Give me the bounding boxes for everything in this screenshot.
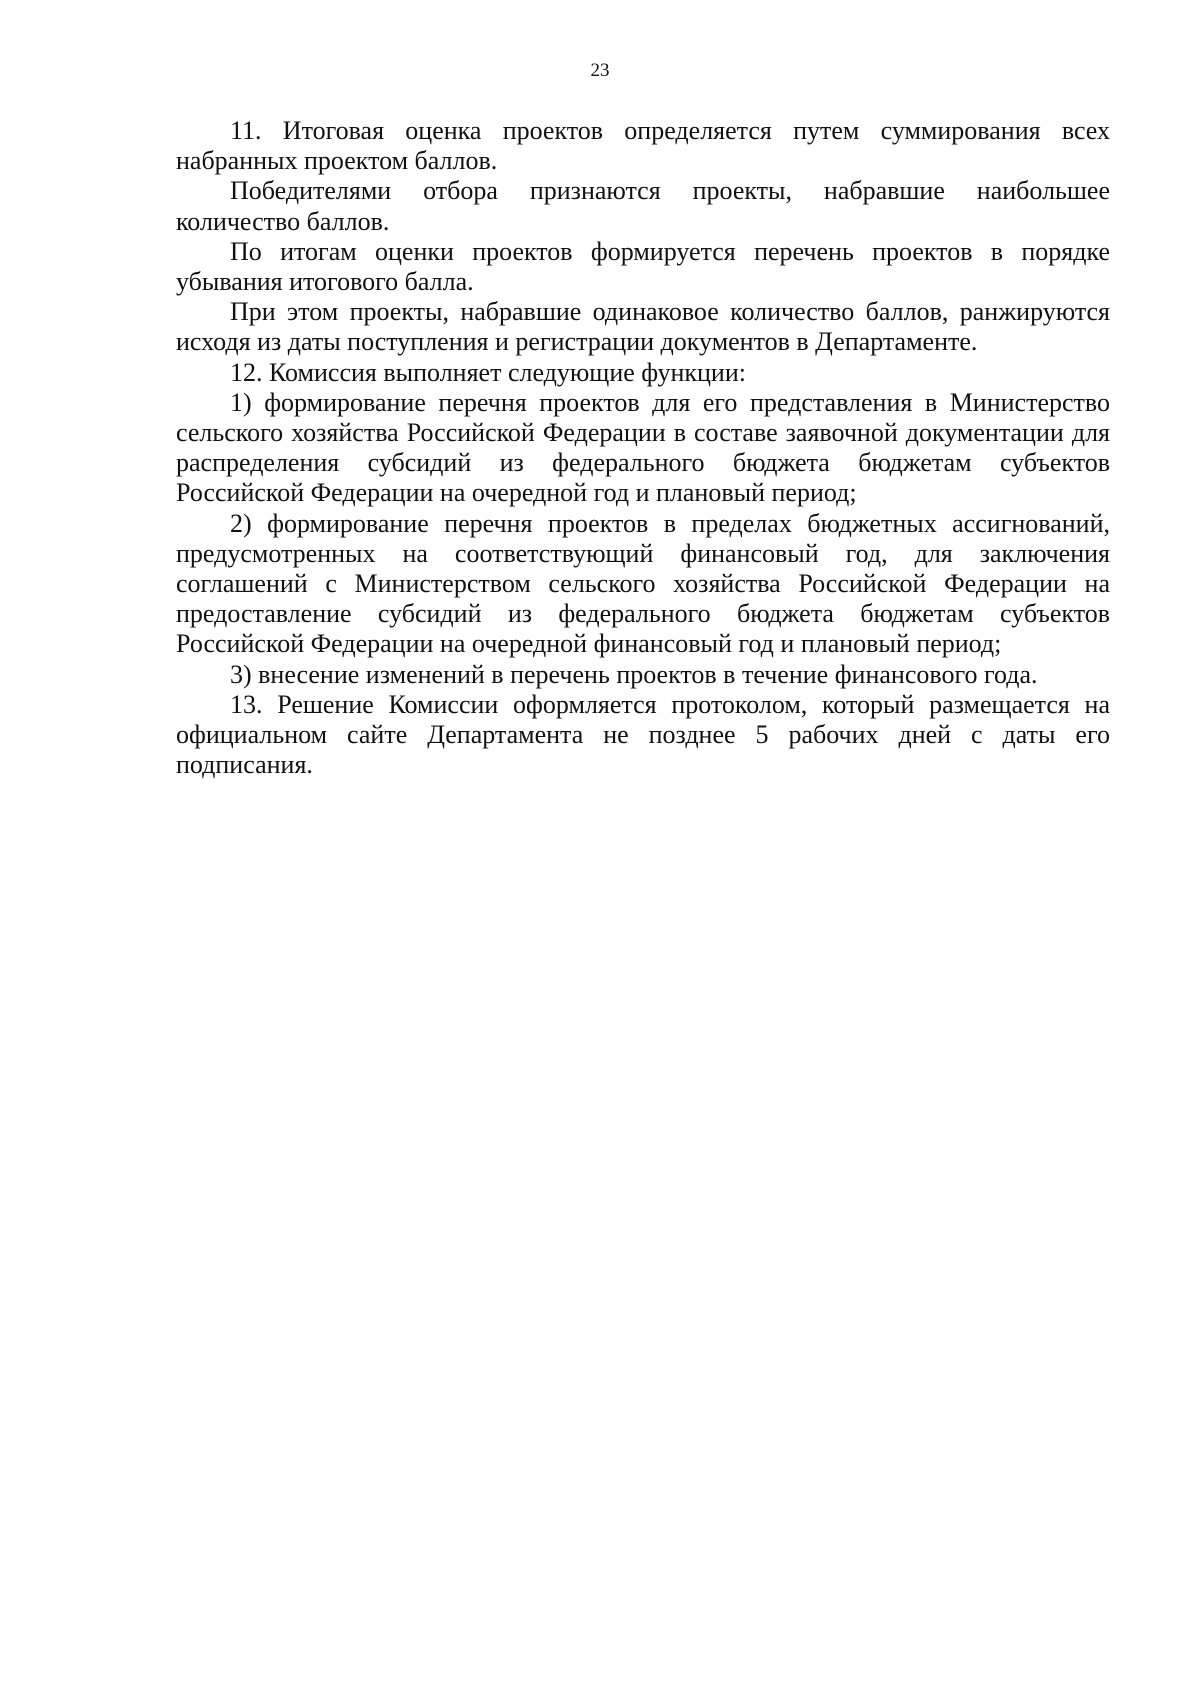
paragraph-ranking-list: По итогам оценки проектов формируется перечень проектов в порядке убывания итогового балла. bbox=[176, 236, 1110, 297]
paragraph-winners: Победителями отбора признаются проекты, набравшие наибольшее количество баллов. bbox=[176, 176, 1110, 236]
paragraph-12-commission-functions: 12. Комиссия выполняет следующие функции: bbox=[230, 357, 746, 387]
list-item-function-3: 3) внесение изменений в перечень проектов в течение финансового года. bbox=[230, 659, 1038, 689]
paragraph-11-final-score: 11. Итоговая оценка проектов определяется путем суммирования всех набранных проектом баллов. bbox=[176, 116, 1110, 176]
list-item-function-1: 1) формирование перечня проектов для его представления в Министерство сельского хозяйства Российской Федерации в составе заявочной документации для распределения субсидий из федерального бюджета бюджетам субъектов Российской Федерации на очередной год и плановый период; bbox=[176, 387, 1110, 508]
page-number: 23 bbox=[590, 60, 610, 81]
list-item-function-2: 2) формирование перечня проектов в пределах бюджетных ассигнований, предусмотренных на соответствующий финансовый год, для заключения соглашений с Министерством сельского хозяйства Российской Федерации на предоставление субсидий из федерального бюджета бюджетам субъектов Российской Федерации на очередной финансовый год и плановый период; bbox=[176, 508, 1110, 659]
paragraph-13-commission-decision: 13. Решение Комиссии оформляется протоколом, который размещается на официальном сайте Департамента не позднее 5 рабочих дней с даты его подписания. bbox=[176, 689, 1110, 780]
document-body bbox=[176, 116, 1110, 780]
paragraph-tie-break: При этом проекты, набравшие одинаковое количество баллов, ранжируются исходя из даты поступления и регистрации документов в Департаменте. bbox=[176, 297, 1110, 357]
